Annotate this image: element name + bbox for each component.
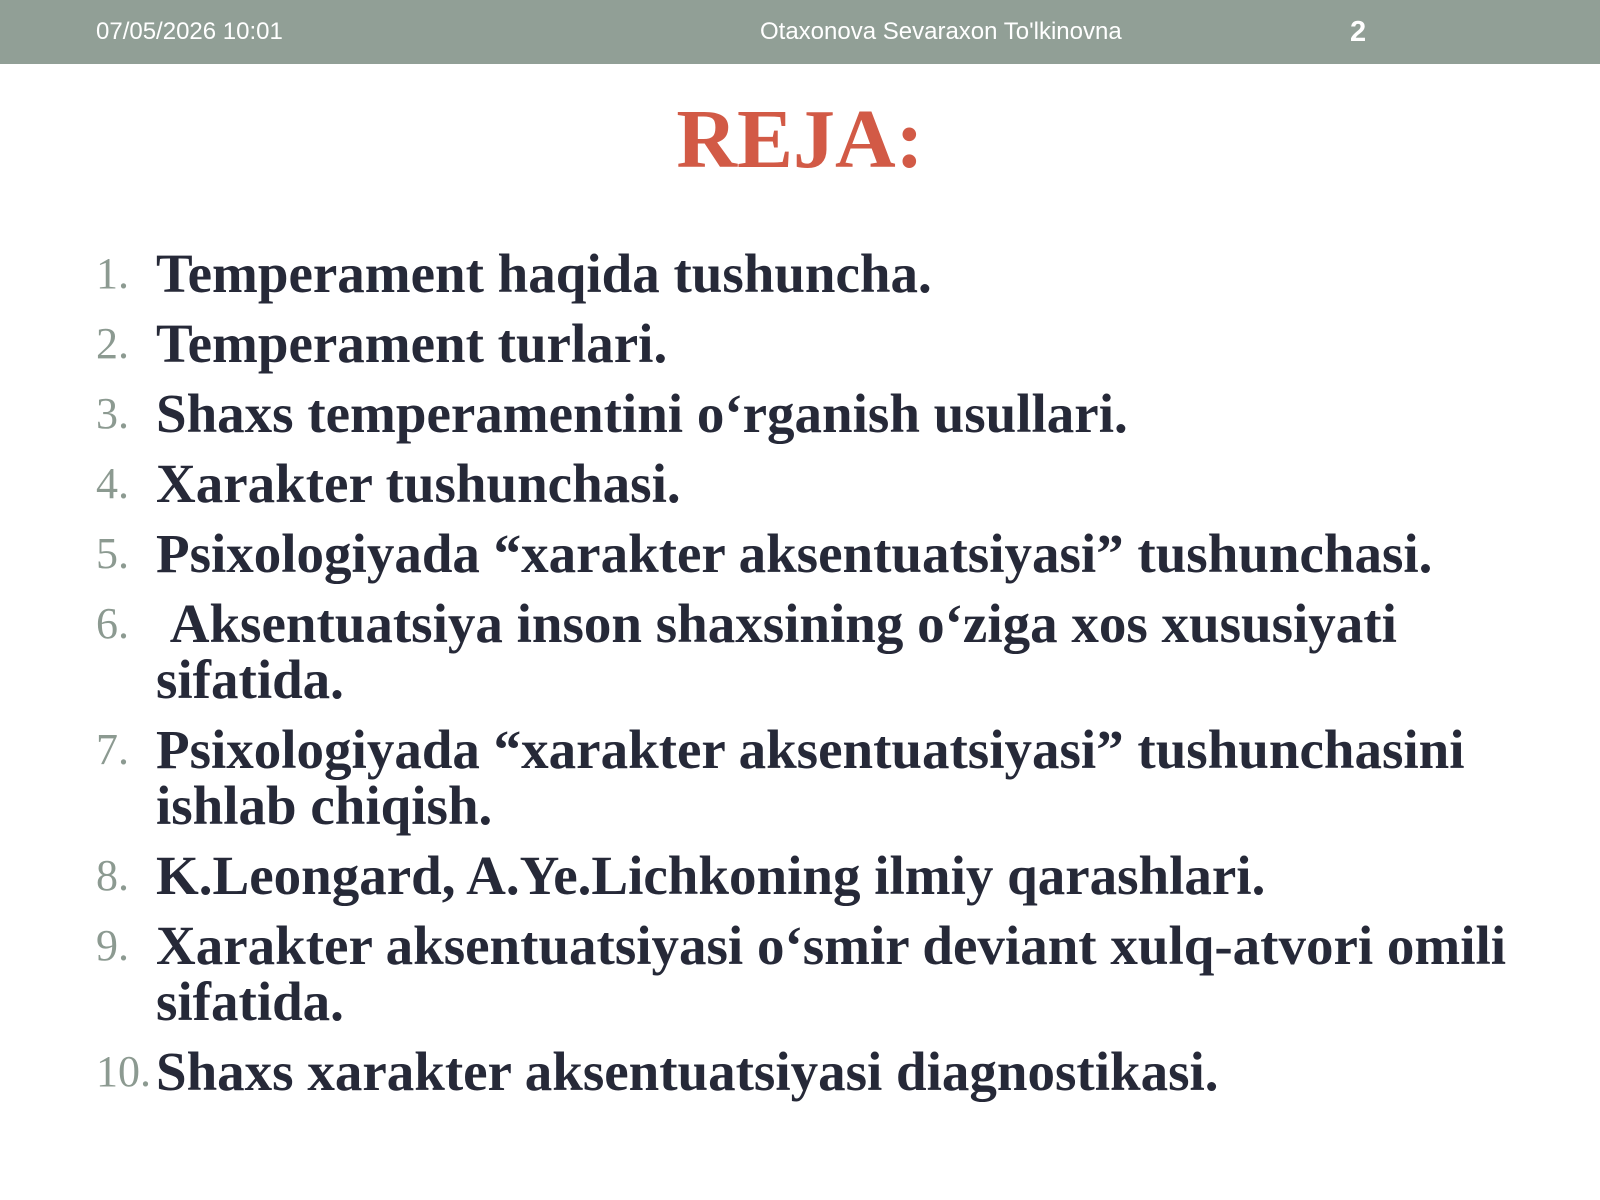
agenda-item-5 <box>96 523 1536 584</box>
agenda-item-4 <box>96 453 1536 514</box>
header-author: Otaxonova Sevaraxon To'lkinovna <box>760 18 1122 45</box>
header-datetime: 07/05/2026 10:01 <box>96 18 283 45</box>
agenda-item-text: Psixologiyada “xarakter aksentuatsiyasi” tushunchasini ishlab chiqish. <box>156 719 1465 836</box>
agenda-item-10 <box>96 1041 1536 1102</box>
agenda-item-text: Temperament haqida tushuncha. <box>156 243 932 304</box>
agenda-item-number: 9. <box>96 921 129 970</box>
agenda-item-number: 7. <box>96 725 129 774</box>
agenda-item-number: 2. <box>96 319 129 368</box>
slide-number: 2 <box>1350 16 1367 48</box>
agenda-item-text: Xarakter tushunchasi. <box>156 453 681 514</box>
agenda-item-3 <box>96 383 1536 444</box>
agenda-item-number: 3. <box>96 389 129 438</box>
agenda-item-9 <box>96 915 1536 1032</box>
agenda-item-number: 6. <box>96 599 129 648</box>
agenda-item-number: 5. <box>96 529 129 578</box>
agenda-item-2 <box>96 313 1536 374</box>
agenda-item-6 <box>96 593 1536 710</box>
agenda-item-number: 10. <box>96 1047 151 1096</box>
agenda-item-7 <box>96 719 1536 836</box>
agenda-item-number: 8. <box>96 851 129 900</box>
agenda-item-number: 4. <box>96 459 129 508</box>
agenda-item-text: Shaxs xarakter aksentuatsiyasi diagnostikasi. <box>156 1041 1219 1102</box>
agenda-item-text: K.Leongard, A.Ye.Lichkoning ilmiy qarashlari. <box>156 845 1266 906</box>
agenda-item-number: 1. <box>96 249 129 298</box>
agenda-item-text: Psixologiyada “xarakter aksentuatsiyasi” tushunchasi. <box>156 523 1433 584</box>
agenda-item-text: Xarakter aksentuatsiyasi o‘smir deviant xulq-atvori omili sifatida. <box>156 915 1507 1032</box>
agenda-item-text: Shaxs temperamentini o‘rganish usullari. <box>156 383 1128 444</box>
agenda-item-text: Temperament turlari. <box>156 313 668 374</box>
header-bar <box>0 0 1600 64</box>
agenda-list <box>96 243 1536 1114</box>
slide-title: REJA: <box>676 93 924 186</box>
agenda-item-8 <box>96 845 1536 906</box>
agenda-item-1 <box>96 243 1536 304</box>
agenda-item-text: Aksentuatsiya inson shaxsining o‘ziga xos xususiyati sifatida. <box>156 593 1411 710</box>
